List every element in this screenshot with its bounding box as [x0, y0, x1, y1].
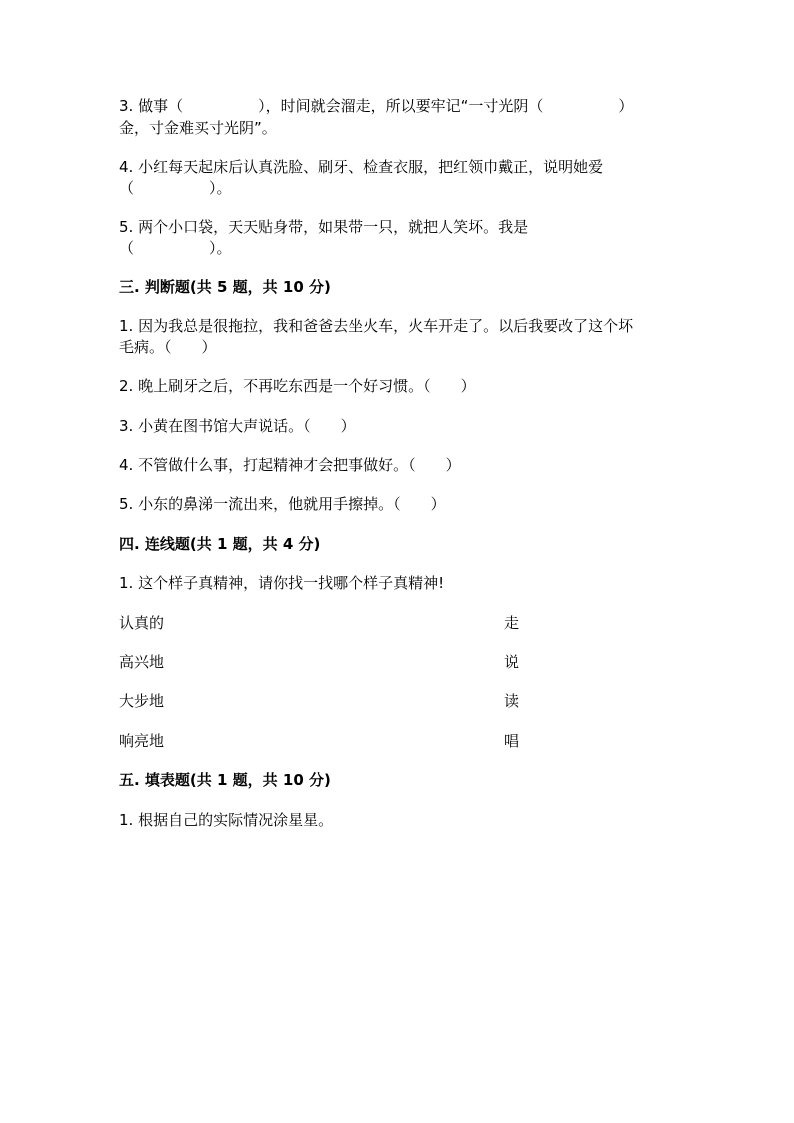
- match-right-item: 唱: [504, 732, 520, 750]
- section5-q1: 1. 根据自己的实际情况涂星星。: [119, 811, 334, 829]
- fill-blank-q4-line2: （ ）。: [119, 179, 232, 197]
- section4-q1: 1. 这个样子真精神，请你找一找哪个样子真精神!: [119, 574, 445, 592]
- match-left-item: 大步地: [119, 692, 165, 710]
- fill-blank-q3-line2: 金，寸金难买寸光阴”。: [119, 119, 277, 137]
- match-right-item: 说: [504, 653, 520, 671]
- section3-q5: 5. 小东的鼻涕一流出来，他就用手擦掉。（ ）: [119, 495, 446, 513]
- fill-blank-q4-line1: 4. 小红每天起床后认真洗脸、刷牙、检查衣服，把红领巾戴正，说明她爱: [119, 158, 604, 176]
- section3-q2: 2. 晚上刷牙之后，不再吃东西是一个好习惯。（ ）: [119, 377, 476, 395]
- section3-q4: 4. 不管做什么事，打起精神才会把事做好。（ ）: [119, 456, 461, 474]
- fill-blank-q3-line1: 3. 做事（ ），时间就会溜走，所以要牢记“一寸光阴（ ）: [119, 97, 634, 115]
- section3-title: 三. 判断题(共 5 题，共 10 分): [119, 278, 331, 296]
- section5-title: 五. 填表题(共 1 题，共 10 分): [119, 771, 331, 789]
- match-left-item: 响亮地: [119, 732, 165, 750]
- fill-blank-q5-line1: 5. 两个小口袋，天天贴身带，如果带一只，就把人笑坏。我是: [119, 218, 529, 236]
- fill-blank-q5-line2: （ ）。: [119, 239, 232, 257]
- match-right-item: 读: [504, 692, 520, 710]
- section3-q1-line2: 毛病。（ ）: [119, 338, 217, 356]
- match-right-item: 走: [504, 614, 520, 632]
- section4-title: 四. 连线题(共 1 题，共 4 分): [119, 535, 321, 553]
- match-left-item: 认真的: [119, 614, 165, 632]
- section3-q1-line1: 1. 因为我总是很拖拉，我和爸爸去坐火车，火车开走了。以后我要改了这个坏: [119, 317, 634, 335]
- section3-q3: 3. 小黄在图书馆大声说话。（ ）: [119, 417, 356, 435]
- match-left-item: 高兴地: [119, 653, 165, 671]
